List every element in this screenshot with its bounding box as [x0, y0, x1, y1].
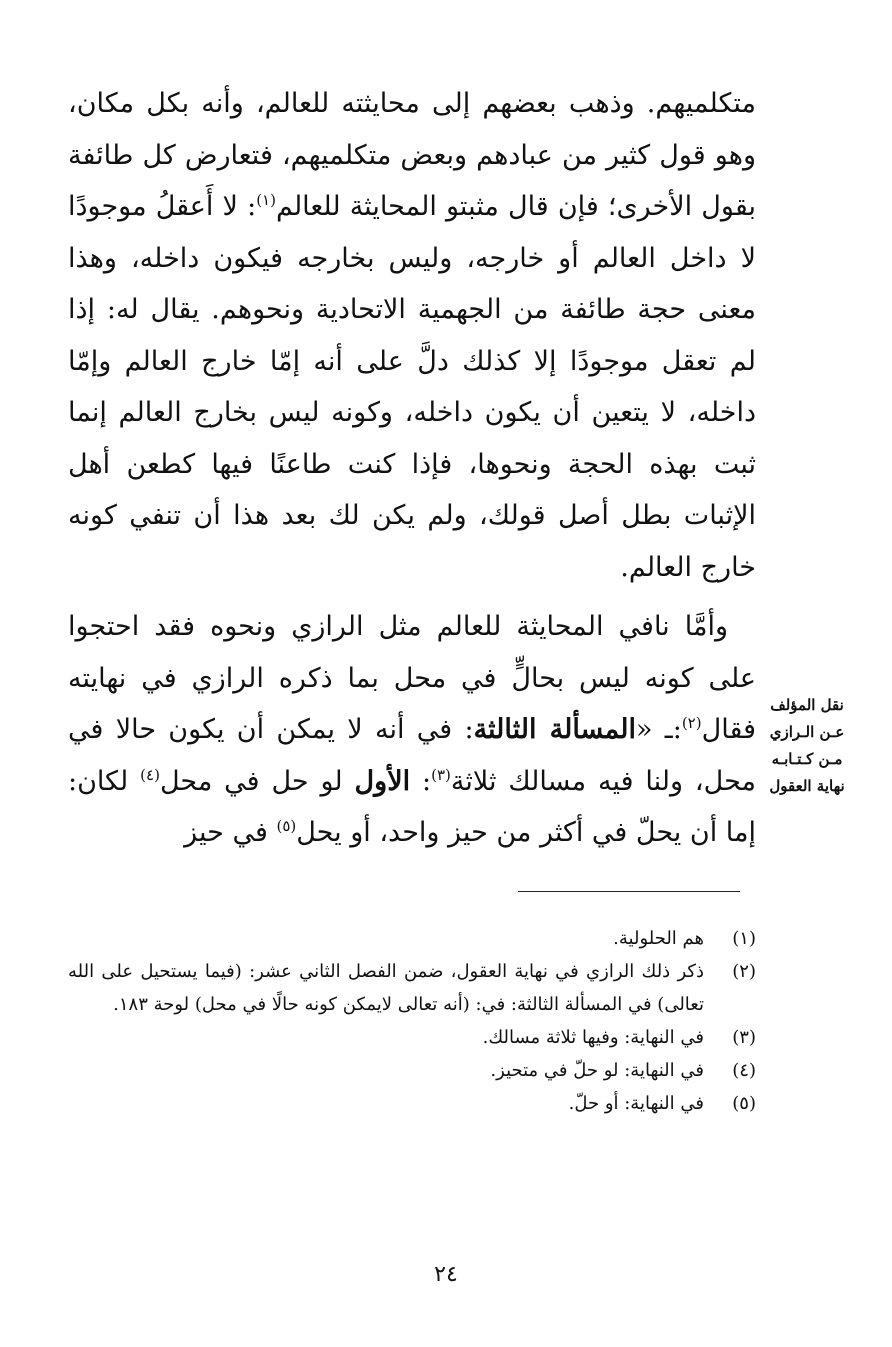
footnote-number: (٢): [732, 961, 756, 982]
margin-note-line: نهاية العقول: [769, 777, 845, 795]
footnote-number: (٥): [732, 1093, 756, 1114]
page-number: ٢٤: [434, 1262, 458, 1287]
main-text: [68, 78, 756, 859]
paragraph-1-text-b: : لا أَعقلُ موجودًا لا داخل العالم أو خارجه، وليس بخارجه فيكون داخله، وهذا معنى حجة طائفة من الجهمية الاتحادية ونحوهم. يقال له: إذا لم تعقل موجودًا إلا كذلك دلَّ على أنه إمّا خارج العالم وإمّا داخله، لا يتعين أن يكون داخله، وكونه ليس بخارج العالم إنما ثبت بهذه الحجة ونحوها، فإذا كنت طاعنًا فيها كطعن أهل الإثبات بطل أصل قولك، ولم يكن لك بعد هذا أن تنفي كونه خارج العالم.: [68, 191, 756, 583]
margin-note-line: نقل المؤلف: [770, 696, 844, 714]
bold-heading-first: الأول: [354, 765, 411, 797]
footnote-text: هم الحلولية.: [613, 928, 704, 949]
paragraph-2-text-e: لو حل في محل: [159, 765, 355, 797]
paragraph-2-text-c: : في أنه لا يمكن أن يكون حالا في محل، ولنا فيه مسالك ثلاثة: [68, 714, 756, 797]
footnote-ref-5: (٥): [276, 817, 297, 835]
footnote-text: في النهاية: أو حلّ.: [568, 1093, 704, 1114]
footnote-number: (٤): [732, 1060, 756, 1081]
bold-heading-third-issue: المسألة الثالثة: [473, 714, 636, 745]
footnote-number: (٣): [732, 1027, 756, 1048]
footnote-divider: [518, 891, 740, 892]
footnote-ref-4: (٤): [140, 765, 160, 784]
footnote-text: في النهاية: لو حلّ في متحيز.: [490, 1060, 704, 1081]
paragraph-1: [68, 78, 756, 593]
footnote-text: ذكر ذلك الرازي في نهاية العقول، ضمن الفصل الثاني عشر: (فيما يستحيل على الله تعالى) في المسألة الثالثة: في: (أنه تعالى لايمكن كونه حالًا في محل) لوحة ١٨٣.: [68, 961, 704, 1015]
margin-note-line: عـن الـرازي: [769, 723, 845, 741]
footnote-item: [68, 1087, 756, 1120]
footnote-item: [68, 955, 756, 1021]
footnote-ref-2: (٢): [681, 714, 702, 732]
paragraph-2-text-b: :ـ «: [635, 714, 682, 745]
footnote-number: (١): [732, 928, 756, 949]
paragraph-2-text-f: لكان: إما أن يحلّ في أكثر من حيز واحد، أو يحل: [68, 765, 756, 848]
footnote-ref-1: (١): [256, 191, 276, 209]
footnotes: [68, 922, 756, 1120]
paragraph-2-text-g: في حيز: [184, 817, 277, 848]
footnote-text: في النهاية: وفيها ثلاثة مسالك.: [482, 1027, 704, 1048]
footnote-item: [68, 922, 756, 955]
paragraph-2-text-a: وأمَّا نافي المحايثة للعالم مثل الرازي ونحوه فقد احتجوا على كونه ليس بحالٍّ في محل بما ذكره الرازي في نهايته فقال: [68, 611, 757, 745]
footnote-item: [68, 1054, 756, 1087]
margin-note: [762, 692, 852, 800]
paragraph-2: [68, 601, 756, 859]
margin-note-line: مـن كـتـابـه: [771, 750, 843, 768]
paragraph-1-text-a: متكلميهم. وذهب بعضهم إلى محايثته للعالم، وأنه بكل مكان، وهو قول كثير من عبادهم وبعض متكلميهم، فتعارض كل طائفة بقول الأخرى؛ فإن قال مثبتو المحايثة للعالم: [68, 88, 756, 222]
footnote-ref-3: (٣): [431, 765, 451, 784]
footnote-item: [68, 1021, 756, 1054]
paragraph-2-text-d: :: [410, 765, 432, 797]
